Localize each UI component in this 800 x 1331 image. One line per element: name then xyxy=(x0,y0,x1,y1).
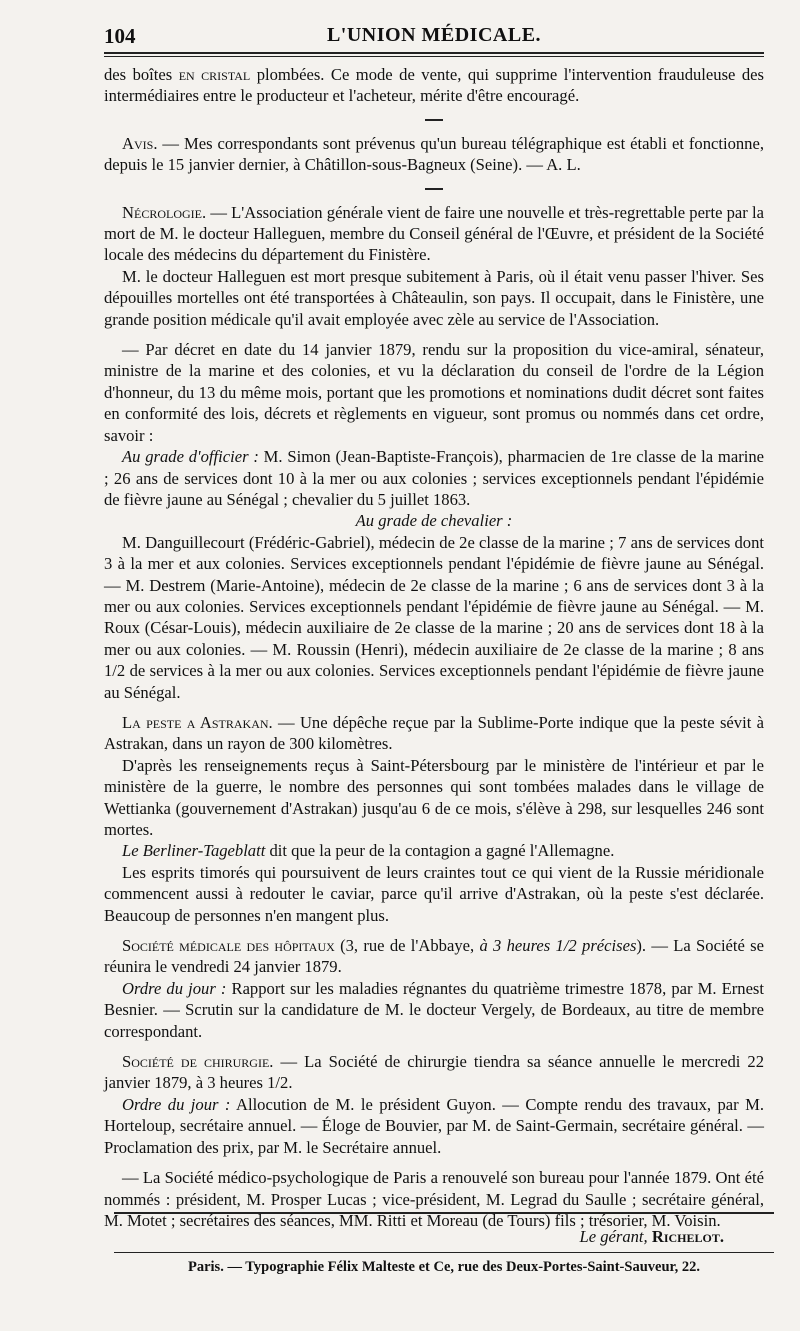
section-heading: Société de chirurgie. xyxy=(122,1052,274,1072)
gerant-name: Richelot. xyxy=(651,1227,724,1246)
footer-rule xyxy=(114,1212,774,1214)
text: — L'Association générale vient de faire une nouvelle et très-regrettable perte par la mort de M. le docteur Halleguen, membre du Conseil général de l'Œuvre, et président de la Société locale des médecins du département du Finistère. xyxy=(104,202,764,265)
italic-heading: Ordre du jour : xyxy=(122,978,227,998)
text: M. Simon (Jean-Baptiste-François), pharmacien de 1re classe de la marine ; 26 ans de services dont 10 à la mer ou aux colonies ; services exceptionnels pendant l'épidémie de fièvre jaune au Sénégal ; chevalier du 5 juillet 1863. xyxy=(104,447,764,509)
paragraph-crystal-boxes xyxy=(104,64,764,107)
section-divider xyxy=(425,119,443,121)
text: (3, rue de l'Abbaye, xyxy=(334,936,480,956)
text: — La Société de chirurgie tiendra sa séance annuelle le mercredi 22 janvier 1879, à 3 heures 1/2. xyxy=(104,1052,764,1093)
italic-heading: Au grade d'officier : xyxy=(122,447,259,467)
running-title: L'UNION MÉDICALE. xyxy=(326,24,542,46)
gerant-signature xyxy=(114,1227,724,1247)
subheading-chevalier xyxy=(104,510,764,531)
paragraph-peste xyxy=(104,712,764,755)
paragraph-chevaliers: M. Danguillecourt (Frédéric-Gabriel), médecin de 2e classe de la marine ; 7 ans de services dont 3 à la mer et aux colonies. Services exceptionnels pendant l'épidémie de fièvre jaune au Sénégal. — M. Destrem (Marie-Antoine), médecin de 2e classe de la marine ; 6 ans de services dont 3 à la mer ou aux colonies. Services exceptionnels pendant l'épidémie de fièvre jaune au Sénégal. — M. Roux (César-Louis), médecin auxiliaire de 2e classe de la marine ; 20 ans de services dont 18 à la mer ou aux colonies. — M. Roussin (Henri), médecin auxiliaire de 2e classe de la marine ; 8 ans 1/2 de services à la mer ou aux colonies. Services exceptionnels pendant l'épidémie de fièvre jaune au Sénégal. xyxy=(104,532,764,702)
paragraph-decret: — Par décret en date du 14 janvier 1879, rendu sur la proposition du vice-amiral, sénateur, ministre de la marine et des colonies, et vu la déclaration du conseil de l'ordre de la Légion d'honneur, du 13 du même mois, portant que les promotions et nominations dudit décret sont faites en conformité des lois, décrets et règlements en vigueur, sont promus ou nommés dans cet ordre, savoir : xyxy=(104,340,764,445)
italic-heading: Au grade de chevalier : xyxy=(355,511,513,531)
paragraph-medico-psychologique: — La Société médico-psychologique de Paris a renouvelé son bureau pour l'année 1879. Ont été nommés : président, M. Prosper Lucas ; vice-président, M. Legrad du Saulle ; secrétaire général, M. Motet ; secrétaires des séances, MM. Ritti et Moreau (de Tours) fils ; trésorier, M. Voisin. xyxy=(104,1168,764,1230)
italic-text: à 3 heures 1/2 précises xyxy=(479,936,637,956)
text: — Mes correspondants sont prévenus qu'un bureau télégraphique est établi et fonctionne, depuis le 15 janvier dernier, à Châtillon-sous-Bagneux (Seine). — A. L. xyxy=(104,133,764,175)
section-heading: Nécrologie. xyxy=(122,202,207,222)
page-number: 104 xyxy=(104,24,136,48)
article-body xyxy=(104,64,764,1231)
paragraph-societe-hopitaux xyxy=(104,935,764,978)
section-divider xyxy=(425,188,443,190)
paragraph-avis xyxy=(104,133,764,176)
paragraph-renseignements: D'après les renseignements reçus à Saint-Pétersbourg par le ministère de l'intérieur et par le ministère de la guerre, le nombre des personnes qui sont tombées malades dans le village de Wettianka (gouvernement d'Astrakan) jusqu'au 6 de ce mois, s'élève à 298, sur lesquelles 246 sont mortes. xyxy=(104,755,764,839)
italic-title: Le Berliner-Tageblatt xyxy=(122,841,266,861)
paragraph-berliner xyxy=(104,840,764,861)
header-rule xyxy=(104,52,764,54)
paragraph-officier xyxy=(104,446,764,510)
text: des boîtes xyxy=(104,65,179,84)
italic-heading: Ordre du jour : xyxy=(122,1094,231,1114)
header-rule-thin xyxy=(104,56,764,57)
printer-imprint: Paris. — Typographie Félix Malteste et Ce, rue des Deux-Portes-Saint-Sauveur, 22. xyxy=(187,1259,700,1275)
paragraph-necrologie xyxy=(104,202,764,266)
paragraph-halleguen: M. le docteur Halleguen est mort presque subitement à Paris, où il était venu passer l'hiver. Ses dépouilles mortelles ont été transportées à Châteaulin, son pays. Il occupait, dans le Finistère, une grande position médicale qu'il avait employée avec zèle au service de l'Association. xyxy=(104,266,764,329)
text: ). — La Société se réunira le vendredi 24 janvier 1879. xyxy=(104,936,765,977)
paragraph-societe-chirurgie xyxy=(104,1051,764,1094)
small-caps-text: en cristal xyxy=(178,65,251,84)
paragraph-caviar: Les esprits timorés qui poursuivent de leurs craintes tout ce qui vient de la Russie méridionale commencent aussi à redouter le caviar, parce qu'il arrive d'Astrakan, où la peste s'est déclarée. Beaucoup de personnes n'en mangent plus. xyxy=(104,862,764,925)
section-heading: La peste a Astrakan. xyxy=(122,712,273,732)
section-heading: Avis. xyxy=(122,133,158,153)
paragraph-ordre-hopitaux xyxy=(104,978,764,1042)
section-heading: Société médicale des hôpitaux xyxy=(122,936,335,956)
footer-rule-thin xyxy=(114,1252,774,1253)
text: dit que la peur de la contagion a gagné l'Allemagne. xyxy=(265,841,615,861)
text: — Une dépêche reçue par la Sublime-Porte indique que la peste sévit à Astrakan, dans un rayon de 300 kilomètres. xyxy=(104,712,764,754)
paragraph-ordre-chirurgie xyxy=(104,1094,764,1158)
gerant-label: Le gérant, xyxy=(579,1227,648,1246)
text: plombées. Ce mode de vente, qui supprime l'intervention frauduleuse des intermédiaires entre le producteur et l'acheteur, mérite d'être encouragé. xyxy=(104,65,764,106)
text: Allocution de M. le président Guyon. — Compte rendu des travaux, par M. Horteloup, secrétaire annuel. — Éloge de Bouvier, par M. de Saint-Germain, secrétaire général. — Proclamation des prix, par M. le Secrétaire annuel. xyxy=(104,1094,764,1157)
text: Rapport sur les maladies régnantes du quatrième trimestre 1878, par M. Ernest Besnier. — Scrutin sur la candidature de M. le docteur Vergely, de Bordeaux, au titre de membre correspondant. xyxy=(104,978,765,1041)
page-header xyxy=(104,22,764,52)
